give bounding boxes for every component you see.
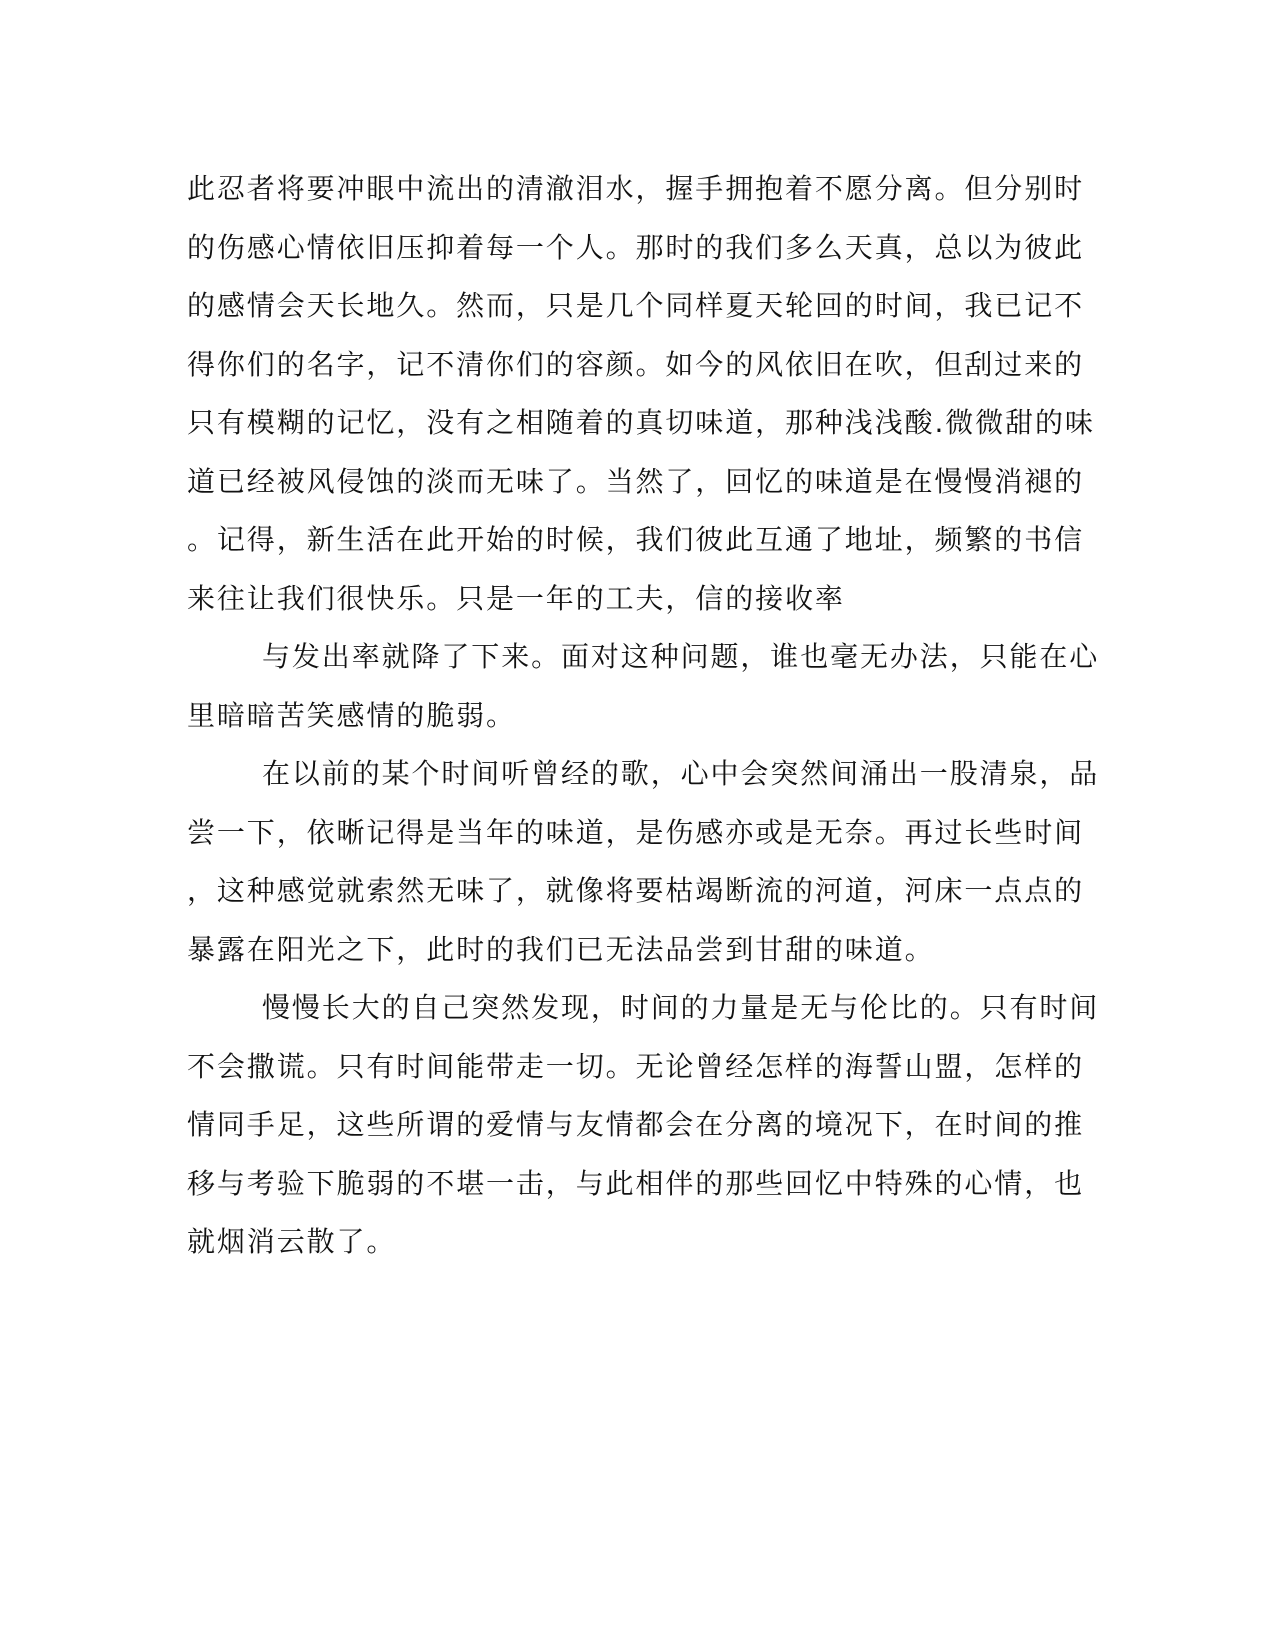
- text-line: ，这种感觉就索然无味了，就像将要枯竭断流的河道，河床一点点的: [187, 874, 1085, 907]
- paragraph: [187, 979, 1100, 1272]
- text-line: 尝一下，依晰记得是当年的味道，是伤感亦或是无奈。再过长些时间: [187, 815, 1085, 849]
- body-text: [187, 160, 1100, 1272]
- text-line: 不会撒谎。只有时间能带走一切。无论曾经怎样的海誓山盟，怎样的: [187, 1049, 1085, 1083]
- text-line: 就烟消云散了。: [187, 1225, 397, 1258]
- text-line: 与发出率就降了下来。面对这种问题，谁也毫无办法，只能在心: [262, 640, 1100, 673]
- text-line: 来往让我们很快乐。只是一年的工夫，信的接收率: [187, 581, 845, 615]
- paragraph: [187, 628, 1100, 745]
- text-line: 的伤感心情依旧压抑着每一个人。那时的我们多么天真，总以为彼此: [187, 230, 1085, 264]
- paragraph: [187, 160, 1095, 628]
- text-line: 里暗暗苦笑感情的脆弱。: [187, 698, 516, 732]
- text-line: 情同手足，这些所谓的爱情与友情都会在分离的境况下，在时间的推: [187, 1108, 1085, 1141]
- text-line: 此忍者将要冲眼中流出的清澈泪水，握手拥抱着不愿分离。但分别时: [187, 172, 1085, 205]
- text-line: 的感情会天长地久。然而，只是几个同样夏天轮回的时间，我已记不: [187, 289, 1085, 322]
- text-line: 暴露在阳光之下，此时的我们已无法品尝到甘甜的味道。: [187, 932, 935, 966]
- text-line: 道已经被风侵蚀的淡而无味了。当然了，回忆的味道是在慢慢消褪的: [187, 464, 1085, 498]
- text-line: 只有模糊的记忆，没有之相随着的真切味道，那种浅浅酸.微微甜的味: [187, 406, 1095, 439]
- text-line: 。记得，新生活在此开始的时候，我们彼此互通了地址，频繁的书信: [187, 523, 1085, 556]
- text-line: 在以前的某个时间听曾经的歌，心中会突然间涌出一股清泉，品: [262, 757, 1100, 790]
- paragraph: [187, 745, 1100, 979]
- text-line: 移与考验下脆弱的不堪一击，与此相伴的那些回忆中特殊的心情，也: [187, 1166, 1085, 1200]
- text-line: 慢慢长大的自己突然发现，时间的力量是无与伦比的。只有时间: [262, 991, 1100, 1024]
- text-line: 得你们的名字，记不清你们的容颜。如今的风依旧在吹，但刮过来的: [187, 347, 1085, 381]
